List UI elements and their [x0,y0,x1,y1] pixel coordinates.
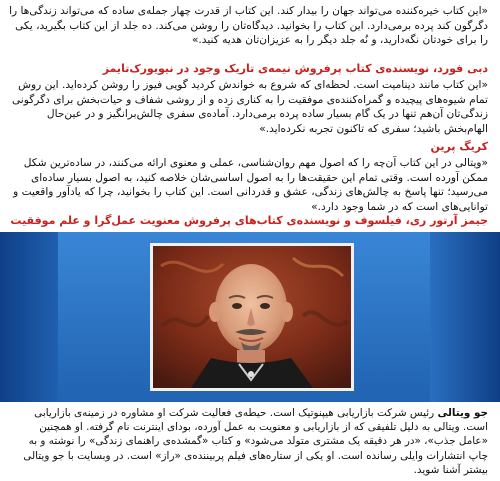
quote-2-author: کریگ پرین [430,140,488,153]
author-bio-section [0,402,500,481]
quote-2-text: «این کتاب مانند دینامیت است. لحظه‌ای که شروع به خواندش کردید گویی فیوز را روشن کرده‌اید. این روش تمام شیوه‌های پیچیده و گمراه‌کننده‌ی موفقیت را به کناری زده و از روشی شفاف و حیات‌بخش برای دگرگونی زندگی‌تان آن‌هم تنها در یک گام بسیار ساده پرده برمی‌دارد. آماده‌ی سفری چالش‌برانگیز و در عین‌حال الهام‌بخش باشید؛ سفری که تاکنون تجربه نکرده‌اید.» [11,79,488,135]
blue-frame-right-edge [430,232,500,402]
quote-1-text: «این کتاب خیره‌کننده می‌تواند جهان را بیدار کند. این کتاب از قدرت چهار جمله‌ی ساده که می‌تواند زندگی‌ها را دگرگون کند پرده برمی‌دارد. این کتاب را بخوانید. دیدگاه‌تان را روشن می‌کند. ده جلد از این کتاب بگیرید، یکی را برای خودتان نگه‌دارید، و نُه جلد دیگر را به عزیزان‌تان هدیه کنید.» [9,5,488,47]
blue-frame-left-edge [0,232,58,402]
quote-1-author: دبی فورد، نویسنده‌ی کتاب پرفروش نیمه‌ی تاریک وجود در نیویورک‌تایمز [102,62,488,75]
portrait-illustration [153,246,351,388]
author-portrait-photo [150,243,354,391]
quote-3-author: جیمز آرتور ری، فیلسوف و نویسنده‌ی کتاب‌های پرفروش معنویت عمل‌گرا و علم موفقیت [10,214,488,227]
quote-3-text: «ویتالی در این کتاب آن‌چه را که اصول مهم روان‌شناسی، عملی و معنوی ارائه می‌کنند، در ساده‌ترین شکل ممکن آورده است. وقتی تمام این حقیقت‌ها را به اصول اساسی‌شان خلاصه کنید، به اصول بسیار ساده‌ای می‌رسید؛ تنها پاسخ به چالش‌های زندگی، عشق و قدردانی است. این کتاب را بخوانید، چرا که یادآور واقعیت و توانایی‌های است که در شما وجود دارد.» [13,157,488,213]
author-name: جو ویتالی [437,407,488,419]
author-bio-text [14,406,488,477]
author-bio-body: رئیس شرکت بازاریابی هیپنوتیک است. حیطه‌ی فعالیت شرکت او مشاوره در زمینه‌ی بازاریابی است. ویتالی به دلیل تلفیقی که از بازاریابی و معنویت به عمل آورده، بودای اینترنت نام گرفته. او همچنین «عامل جذب»، «در هر دقیقه یک مشتری متولد می‌شود» و کتاب «گمشده‌ی راهنمای زندگی» را نوشته و به چاپ انتشارات وایلی رسانده است. او یکی از ستاره‌های فیلم پربیننده‌ی «راز» است. در وبسایت با جو ویتالی بیشتر آشنا شوید. [23,407,488,476]
quotes-section [0,0,500,227]
